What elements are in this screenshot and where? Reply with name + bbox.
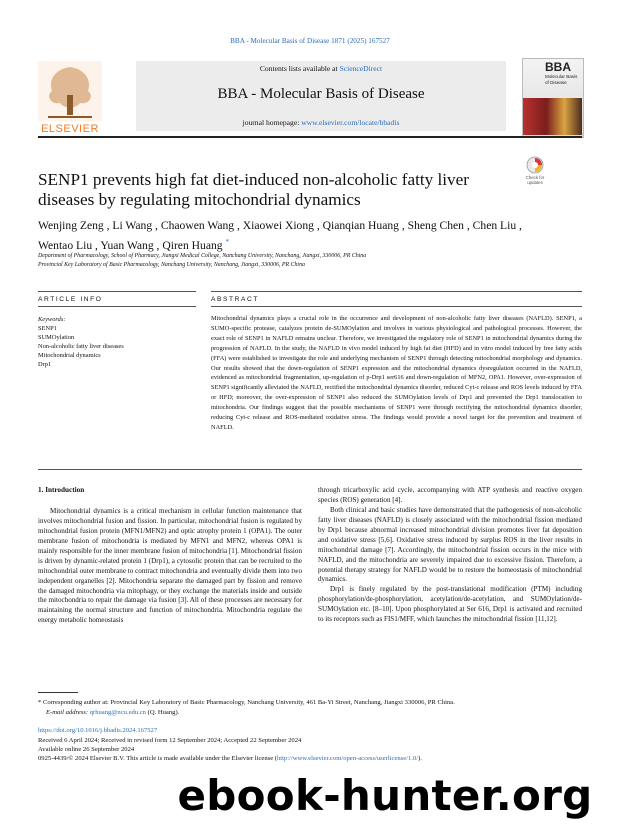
doi-link[interactable]: https://doi.org/10.1016/j.bbadis.2024.167527 [38, 727, 158, 734]
footnote-rule [38, 692, 78, 693]
section-heading-introduction: 1. Introduction [38, 486, 85, 494]
publisher-logo-text: ELSEVIER [41, 123, 99, 135]
homepage-link[interactable]: www.elsevier.com/locate/bbadis [301, 118, 400, 127]
cover-subtitle: Molecular Basis of Disease [545, 74, 578, 85]
cover-image [523, 98, 582, 135]
available-online: Available online 26 September 2024 [38, 746, 135, 753]
abstract-rule [211, 291, 582, 292]
keyword-item: Non-alcoholic fatty liver diseases [38, 343, 124, 350]
article-title: SENP1 prevents high fat diet-induced non-alcoholic fatty liver diseases by regulating mitochondrial dynamics [38, 170, 470, 209]
copyright-line: 0925-4439/© 2024 Elsevier B.V. This article is made available under the Elsevier license (http://www.elsevier.com/open-access/userlicense/1.0/). [38, 755, 422, 762]
sciencedirect-link[interactable]: ScienceDirect [339, 64, 383, 73]
keyword-item: Drp1 [38, 361, 52, 368]
keyword-item: SUMOylation [38, 334, 75, 341]
body-paragraph: through tricarboxylic acid cycle, accompanying with ATP synthesis and reactive oxygen species (ROS) generation [4]. [318, 486, 582, 504]
article-info-rule [38, 291, 196, 292]
abstract-subrule [211, 306, 582, 307]
header-divider [38, 136, 582, 138]
body-paragraph: Both clinical and basic studies have demonstrated that the pathogenesis of non-alcoholic fatty liver diseases (NAFLD) is closely associated with the mitochondrial fission mediated by Drp1 because abnormal increased mitochondrial division promotes liver fat deposition and oxidative stress [5,6]. Oxidative stress induced by surplus ROS in the liver results in mitochondrial damage [7]. Accordingly, the mitochondrial fission occurs in the mice with NAFLD, and the mitochondria are severely impaired due to excessive fission. Therefore, a potential therapy strategy for NAFLD would be to restore the homeostasis of mitochondrial dynamics. [318, 505, 582, 584]
contents-line: Contents lists available at ScienceDirect [259, 64, 383, 73]
abstract-heading: ABSTRACT [211, 296, 259, 303]
crossmark-label[interactable]: Check for updates [525, 175, 545, 185]
affiliation-1: Department of Pharmacology, School of Pharmacy, Jiangxi Medical College, Nanchang University, Nanchang, Jiangxi, 330006, PR China [38, 253, 367, 259]
keyword-item: SENP1 [38, 325, 57, 332]
keyword-item: Mitochondrial dynamics [38, 352, 101, 359]
watermark-text: ebook-hunter.org [177, 771, 593, 820]
affiliation-2: Provincial Key Laboratory of Basic Pharmacology, Nanchang University, Nanchang, Jiangxi, 330006, PR China [38, 262, 305, 268]
email-link[interactable]: qrhuang@ncu.edu.cn [89, 709, 146, 716]
body-column-right [318, 486, 582, 625]
journal-citation[interactable]: BBA - Molecular Basis of Disease 1871 (2025) 167527 [230, 37, 390, 45]
abstract-bottom-rule [38, 469, 582, 470]
journal-name: BBA - Molecular Basis of Disease [217, 86, 425, 102]
received-dates: Received 6 April 2024; Received in revised form 12 September 2024; Accepted 22 September 2024 [38, 737, 302, 744]
corresponding-footnote: * Corresponding author at: Provincial Key Laboratory of Basic Pharmacology, Nanchang University, 461 Ba-Yi Street, Nanchang, Jiangxi 330006, PR China. E-mail address: qrhuang@ncu.edu.cn (Q. Huang). [38, 699, 455, 716]
homepage-line: journal homepage: www.elsevier.com/locate/bbadis [242, 118, 400, 127]
article-info-heading: ARTICLE INFO [38, 296, 103, 303]
cover-title: BBA [545, 60, 571, 74]
license-link[interactable]: http://www.elsevier.com/open-access/userlicense/1.0/ [276, 755, 419, 762]
body-column-left [38, 507, 302, 626]
body-paragraph: Mitochondrial dynamics is a critical mechanism in cellular function maintenance that involves mitochondrial fusion and fission. In particular, mitochondrial fusion is regulated by mitochondrial fusion protein (MFN1/MFN2) and optic atrophy protein 1 (OPA1). The outer membrane fusion of mitochondria is mediated by MFN1 and MFN2, whereas OPA1 is mainly responsible for the inner membrane fusion of mitochondria [1]. Mitochondrial fission is driven by dynamic-related protein 1 (Drp1), a cytosolic protein that can be recruited to the mitochondrial outer membrane to contract mitochondria and eventually divide them into two independent organelles [2]. Mitochondria separate the damaged part by fission and remove the damaged mitochondria via mitophagy, or they exchange the materials inside and outside the mitochondria to repair the damage via fusion [3]. All of these processes are necessary for maintaining the normal structure and function of mitochondria. Mitochondria regulate the energy metabolic homeostasis [38, 507, 302, 625]
corresponding-mark[interactable]: * [225, 238, 229, 246]
abstract-text: Mitochondrial dynamics plays a crucial role in the occurrence and development of non-alcoholic fatty liver diseases (NAFLD). SENP1, a SUMO-specific protease, catalyzes protein de-SUMOylation and involves in various physiological and pathological processes. However, the exact role of SENP1 in NAFLD remains unclear. Therefore, we investigated the regulatory role of SENP1 in mitochondrial dynamics during the progression of NAFLD. In the study, the NAFLD in vivo model induced by high fat diet (HFD) and in vitro model induced by free fatty acids (FFA) were established to investigate the role and underlying mechanism of SENP1 through detecting mitochondrial morphology and dynamics. Our results showed that the down-regulation of SENP1 expression and the mitochondrial dynamics dysregulation occurred in the NAFLD, evidenced as mitochondrial fragmentation, up-regulation of p-Drp1 ser616 and down-regulation of MFN2, OPA1. However, over-expression of SENP1 significantly alleviated the NAFLD, rectified the mitochondrial dynamics disorder, reduced Cyt-c release and ROS levels induced by FFA or HFD; moreover, the over-expression of SENP1 also reduced the SUMOylation levels of Drp1 and prevented the Drp1 translocation to mitochondria. Our findings suggest that the possible mechanisms of SENP1 were through rectifying the mitochondrial dynamics disorder, reducing Cyt-c release and ROS-mediated oxidative stress. The findings would provide a novel target for the prevention and treatment of NAFLD. [211, 315, 582, 431]
body-paragraph: Drp1 is finely regulated by the post-translational modification (PTM) including phosphorylation/de-phosphorylation, acetylation/de-acetylation, and SUMOylation/de-SUMOylation etc. [8–10]. Upon phosphorylated at Ser 616, Drp1 is activated and recruited to its receptors such as FIS1/MFF, which launches the mitochondrial fission [11,12]. [318, 585, 582, 624]
author-list: Wenjing Zeng , Li Wang , Chaowen Wang , Xiaowei Xiong , Qianqian Huang , Sheng Chen , Chen Liu , Wentao Liu , Yuan Wang , Qiren Huang * [38, 219, 522, 252]
keywords-label: Keywords: [38, 316, 66, 323]
article-info-subrule [38, 306, 196, 307]
